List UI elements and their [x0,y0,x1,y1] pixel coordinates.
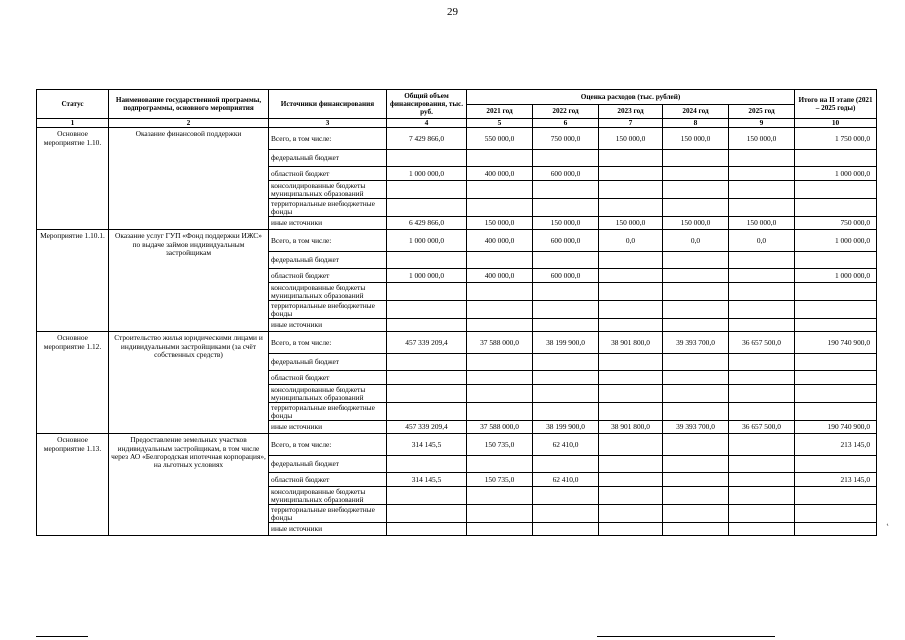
year-value-cell: 37 588 000,0 [467,421,533,434]
year-value-cell: 38 901 800,0 [599,421,663,434]
year-value-cell [729,456,795,473]
source-cell: территориальные внебюджетные фонды [269,199,387,217]
year-value-cell [599,150,663,167]
source-cell: областной бюджет [269,473,387,487]
header-sources: Источники финансирования [269,90,387,119]
year-value-cell [599,487,663,505]
year-value-cell: 400 000,0 [467,230,533,252]
year-value-cell [599,199,663,217]
year-value-cell [729,487,795,505]
table-row [37,128,877,150]
financing-table [36,89,877,536]
measure-name-cell: Строительство жилья юридическими лицами и индивидуальными застройщиками (за счёт собственных средств) [109,332,269,434]
source-cell: областной бюджет [269,371,387,385]
year-value-cell [729,252,795,269]
year-value-cell [467,150,533,167]
total-cell: 314 145,5 [387,434,467,456]
header-year: 2022 год [533,105,599,119]
source-cell: иные источники [269,523,387,536]
year-value-cell [663,252,729,269]
year-value-cell: 150 000,0 [599,128,663,150]
table-body [37,128,877,536]
year-value-cell [533,456,599,473]
year-value-cell: 150 000,0 [599,217,663,230]
year-value-cell [599,523,663,536]
year-value-cell [533,385,599,403]
total-cell: 1 000 000,0 [387,269,467,283]
year-value-cell [599,181,663,199]
header-status: Статус [37,90,109,119]
year-value-cell [663,283,729,301]
itogo-cell [795,199,877,217]
header-year: 2024 год [663,105,729,119]
column-number: 6 [533,119,599,128]
year-value-cell [599,403,663,421]
year-value-cell [663,371,729,385]
year-value-cell: 38 901 800,0 [599,332,663,354]
year-value-cell [729,199,795,217]
itogo-cell: 190 740 900,0 [795,421,877,434]
year-value-cell: 0,0 [729,230,795,252]
itogo-cell: 1 750 000,0 [795,128,877,150]
year-value-cell [663,181,729,199]
itogo-cell: 750 000,0 [795,217,877,230]
year-value-cell [533,181,599,199]
year-value-cell: 550 000,0 [467,128,533,150]
itogo-cell [795,523,877,536]
total-cell [387,301,467,319]
itogo-cell [795,301,877,319]
year-value-cell [467,487,533,505]
year-value-cell [663,456,729,473]
year-value-cell [663,301,729,319]
status-cell: Основное мероприятие 1.13. [37,434,109,536]
header-year: 2025 год [729,105,795,119]
year-value-cell [729,319,795,332]
itogo-cell [795,456,877,473]
year-value-cell [599,319,663,332]
year-value-cell: 150 000,0 [663,128,729,150]
year-value-cell: 62 410,0 [533,434,599,456]
column-number: 8 [663,119,729,128]
year-value-cell [533,354,599,371]
total-cell [387,199,467,217]
source-cell: федеральный бюджет [269,354,387,371]
year-value-cell: 0,0 [663,230,729,252]
year-value-cell [599,473,663,487]
year-value-cell [663,167,729,181]
year-value-cell [599,385,663,403]
year-value-cell: 600 000,0 [533,230,599,252]
page-number: 29 [447,6,458,18]
year-value-cell [729,269,795,283]
year-value-cell: 400 000,0 [467,269,533,283]
year-value-cell [663,523,729,536]
year-value-cell [467,505,533,523]
status-cell: Основное мероприятие 1.12. [37,332,109,434]
source-cell: областной бюджет [269,167,387,181]
column-number: 3 [269,119,387,128]
year-value-cell: 600 000,0 [533,269,599,283]
table-row [37,230,877,252]
itogo-cell: 213 145,0 [795,473,877,487]
itogo-cell [795,319,877,332]
year-value-cell [729,473,795,487]
year-value-cell: 39 393 700,0 [663,421,729,434]
total-cell [387,150,467,167]
source-cell: областной бюджет [269,269,387,283]
itogo-cell: 1 000 000,0 [795,167,877,181]
measure-name-cell: Оказание услуг ГУП «Фонд поддержки ИЖС» по выдаче займов индивидуальным застройщикам [109,230,269,332]
total-cell: 1 000 000,0 [387,230,467,252]
year-value-cell [467,371,533,385]
year-value-cell [729,354,795,371]
year-value-cell [533,252,599,269]
total-cell: 1 000 000,0 [387,167,467,181]
year-value-cell [467,523,533,536]
header-itogo: Итого на II этапе (2021 – 2025 годы) [795,90,877,119]
column-number: 9 [729,119,795,128]
year-value-cell: 37 588 000,0 [467,332,533,354]
total-cell [387,505,467,523]
year-value-cell [729,301,795,319]
source-cell: иные источники [269,217,387,230]
total-cell [387,252,467,269]
itogo-cell [795,354,877,371]
total-cell [387,487,467,505]
measure-name-cell: Предоставление земельных участков индивидуальным застройщикам, в том числе через АО «Белгородская ипотечная корпорация», на льготных условиях [109,434,269,536]
year-value-cell [599,354,663,371]
year-value-cell [729,371,795,385]
header-year: 2021 год [467,105,533,119]
source-cell: консолидированные бюджеты муниципальных образований [269,385,387,403]
source-cell: территориальные внебюджетные фонды [269,301,387,319]
year-value-cell [533,301,599,319]
year-value-cell [663,487,729,505]
itogo-cell: 1 000 000,0 [795,269,877,283]
total-cell: 314 145,5 [387,473,467,487]
itogo-cell [795,181,877,199]
source-cell: иные источники [269,421,387,434]
itogo-cell [795,403,877,421]
year-value-cell [533,371,599,385]
year-value-cell [599,456,663,473]
source-cell: Всего, в том числе: [269,230,387,252]
itogo-cell [795,385,877,403]
footer-rule [597,636,775,637]
itogo-cell: 213 145,0 [795,434,877,456]
total-cell: 457 339 209,4 [387,332,467,354]
total-cell: 457 339 209,4 [387,421,467,434]
total-cell [387,283,467,301]
source-cell: территориальные внебюджетные фонды [269,403,387,421]
year-value-cell [599,269,663,283]
measure-name-cell: Оказание финансовой поддержки [109,128,269,230]
column-number-row [37,119,877,128]
year-value-cell: 400 000,0 [467,167,533,181]
source-cell: федеральный бюджет [269,150,387,167]
source-cell: Всего, в том числе: [269,332,387,354]
total-cell: 6 429 866,0 [387,217,467,230]
total-cell: 7 429 866,0 [387,128,467,150]
year-value-cell [467,181,533,199]
year-value-cell [729,385,795,403]
year-value-cell [533,487,599,505]
source-cell: Всего, в том числе: [269,434,387,456]
column-number: 1 [37,119,109,128]
year-value-cell [663,354,729,371]
year-value-cell [663,385,729,403]
year-value-cell: 38 199 900,0 [533,332,599,354]
year-value-cell [663,473,729,487]
year-value-cell [599,434,663,456]
column-number: 7 [599,119,663,128]
year-value-cell [599,252,663,269]
source-cell: федеральный бюджет [269,456,387,473]
total-cell [387,354,467,371]
total-cell [387,385,467,403]
header-total: Общий объем финансирования, тыс. руб. [387,90,467,119]
year-value-cell: 0,0 [599,230,663,252]
total-cell [387,319,467,332]
table-row [37,332,877,354]
source-cell: консолидированные бюджеты муниципальных образований [269,181,387,199]
year-value-cell [663,150,729,167]
year-value-cell [533,403,599,421]
year-value-cell: 150 000,0 [533,217,599,230]
year-value-cell: 150 735,0 [467,473,533,487]
itogo-cell [795,252,877,269]
source-cell: иные источники [269,319,387,332]
year-value-cell [467,403,533,421]
year-value-cell [729,167,795,181]
total-cell [387,523,467,536]
table-row [37,434,877,456]
source-cell: территориальные внебюджетные фонды [269,505,387,523]
column-number: 4 [387,119,467,128]
total-cell [387,403,467,421]
year-value-cell: 150 000,0 [729,128,795,150]
total-cell [387,181,467,199]
header-expenses: Оценка расходов (тыс. рублей) [467,90,795,105]
year-value-cell [599,371,663,385]
itogo-cell [795,283,877,301]
header-year: 2023 год [599,105,663,119]
year-value-cell [729,434,795,456]
year-value-cell: 750 000,0 [533,128,599,150]
year-value-cell [663,434,729,456]
year-value-cell [467,354,533,371]
itogo-cell [795,150,877,167]
total-cell [387,456,467,473]
year-value-cell [729,150,795,167]
year-value-cell: 150 000,0 [467,217,533,230]
year-value-cell [467,301,533,319]
year-value-cell [729,181,795,199]
year-value-cell [729,505,795,523]
year-value-cell [729,283,795,301]
itogo-cell: 190 740 900,0 [795,332,877,354]
year-value-cell [663,319,729,332]
source-cell: Всего, в том числе: [269,128,387,150]
table-header [37,90,877,128]
year-value-cell [729,403,795,421]
source-cell: федеральный бюджет [269,252,387,269]
year-value-cell [467,283,533,301]
itogo-cell [795,487,877,505]
year-value-cell: 36 657 500,0 [729,332,795,354]
scan-mark: ˛ [886,517,889,526]
year-value-cell [467,252,533,269]
itogo-cell: 1 000 000,0 [795,230,877,252]
year-value-cell [533,505,599,523]
year-value-cell: 62 410,0 [533,473,599,487]
year-value-cell [467,199,533,217]
year-value-cell [663,403,729,421]
year-value-cell [467,319,533,332]
column-number: 10 [795,119,877,128]
year-value-cell [663,269,729,283]
year-value-cell [533,150,599,167]
year-value-cell: 600 000,0 [533,167,599,181]
itogo-cell [795,505,877,523]
year-value-cell [599,167,663,181]
year-value-cell [599,505,663,523]
itogo-cell [795,371,877,385]
source-cell: консолидированные бюджеты муниципальных образований [269,283,387,301]
column-number: 2 [109,119,269,128]
year-value-cell: 39 393 700,0 [663,332,729,354]
status-cell: Мероприятие 1.10.1. [37,230,109,332]
year-value-cell: 150 000,0 [729,217,795,230]
year-value-cell: 150 000,0 [663,217,729,230]
footer-rule [36,636,88,637]
column-number: 5 [467,119,533,128]
year-value-cell [599,301,663,319]
year-value-cell [533,199,599,217]
status-cell: Основное мероприятие 1.10. [37,128,109,230]
header-name: Наименование государственной программы, подпрограммы, основного мероприятия [109,90,269,119]
year-value-cell [599,283,663,301]
year-value-cell [533,523,599,536]
year-value-cell [663,505,729,523]
source-cell: консолидированные бюджеты муниципальных образований [269,487,387,505]
year-value-cell [533,319,599,332]
year-value-cell [467,456,533,473]
year-value-cell: 36 657 500,0 [729,421,795,434]
total-cell [387,371,467,385]
year-value-cell [663,199,729,217]
year-value-cell [467,385,533,403]
year-value-cell: 38 199 900,0 [533,421,599,434]
year-value-cell [729,523,795,536]
year-value-cell: 150 735,0 [467,434,533,456]
year-value-cell [533,283,599,301]
